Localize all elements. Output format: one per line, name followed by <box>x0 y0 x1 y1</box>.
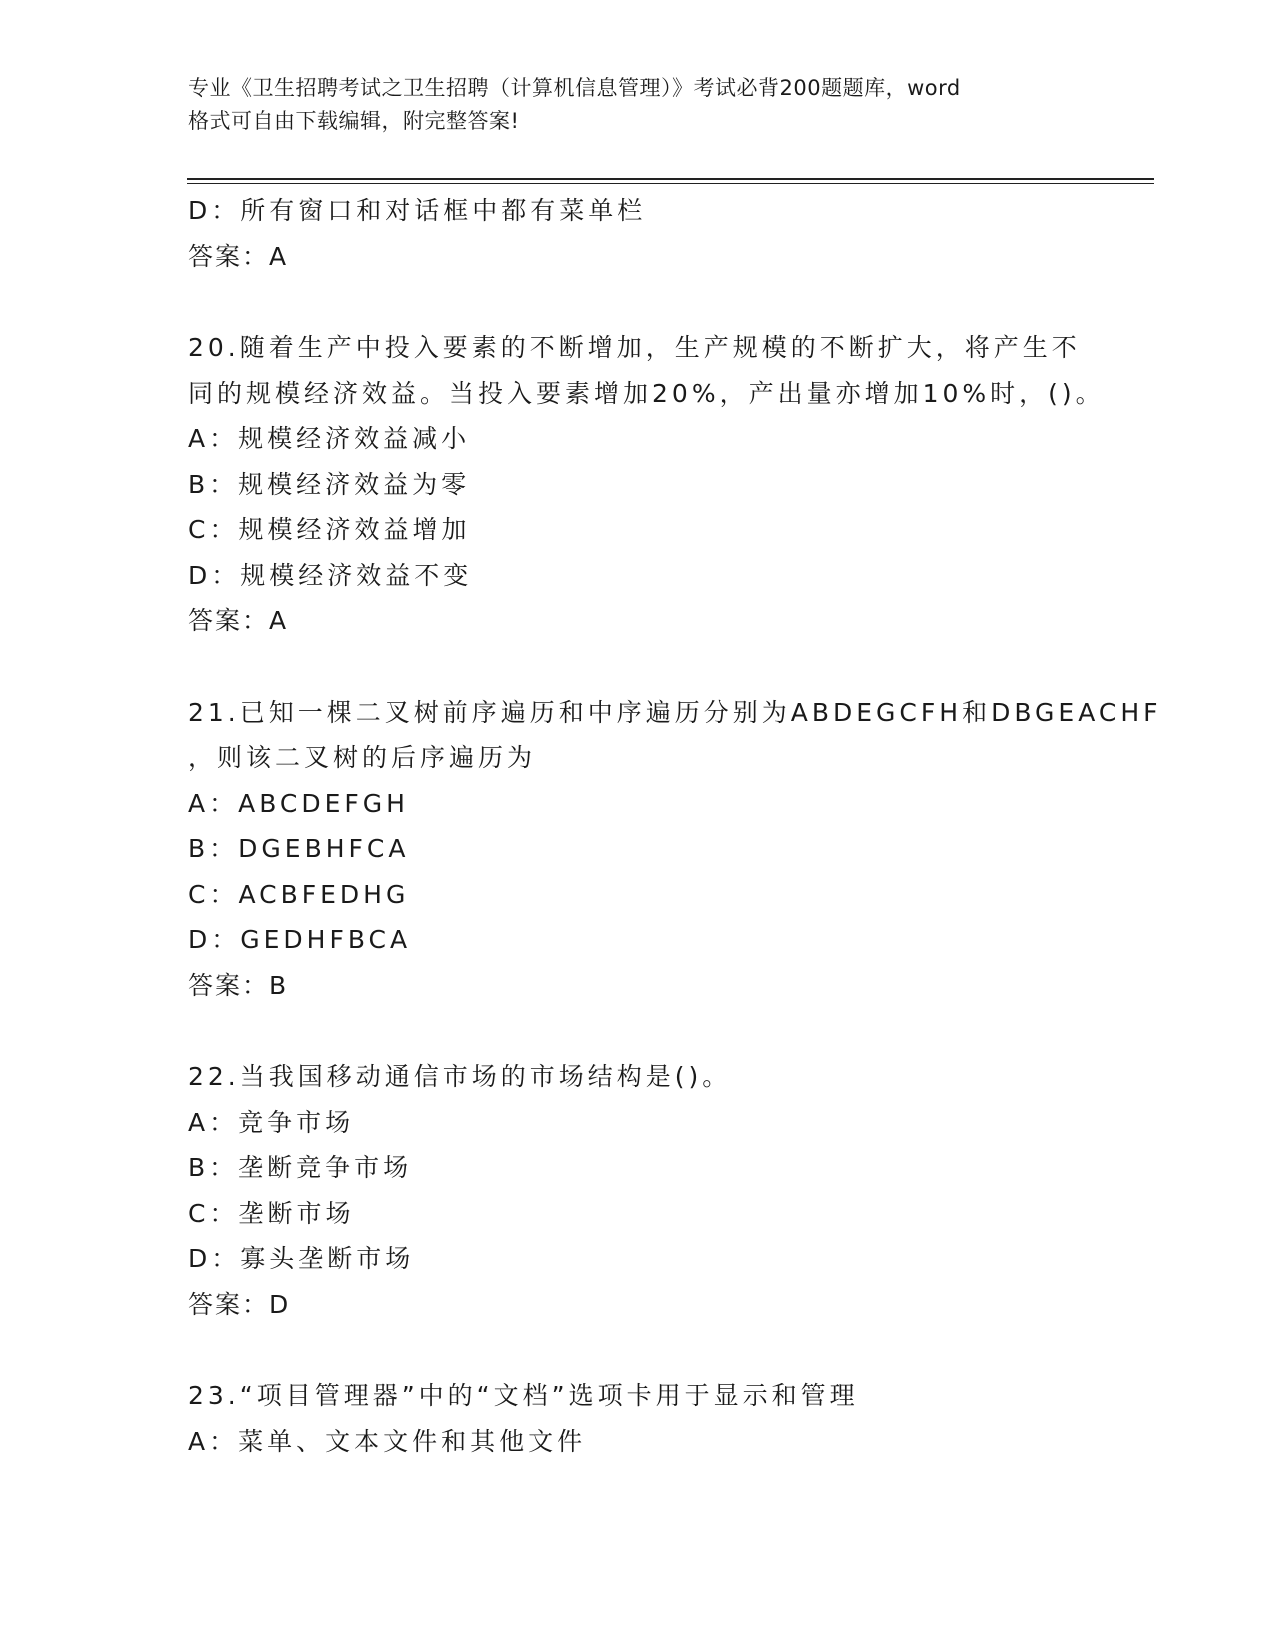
option-b: B：DGEBHFCA <box>188 834 410 863</box>
option-b: B：垄断竞争市场 <box>188 1153 413 1182</box>
answer: 答案：A <box>188 606 289 635</box>
header-line-2: 格式可自由下载编辑，附完整答案! <box>188 109 520 133</box>
option-d: D：所有窗口和对话框中都有菜单栏 <box>188 196 647 225</box>
option-a: A：规模经济效益减小 <box>188 424 471 453</box>
question-list <box>188 188 1162 1464</box>
option-c: C：规模经济效益增加 <box>188 515 471 544</box>
option-d: D：寡头垄断市场 <box>188 1244 415 1273</box>
question-19 <box>188 188 1088 279</box>
answer: 答案：B <box>188 970 289 1000</box>
question-stem-line-2: 同的规模经济效益。当投入要素增加20%，产出量亦增加10%时，()。 <box>188 378 1105 408</box>
document-header <box>188 72 1088 138</box>
header-rule-thick <box>187 178 1154 180</box>
option-a: A：菜单、文本文件和其他文件 <box>188 1426 587 1456</box>
header-rule-thin <box>187 183 1154 184</box>
option-d: D：GEDHFBCA <box>188 925 412 954</box>
question-stem-line-1: 23.“项目管理器”中的“文档”选项卡用于显示和管理 <box>188 1381 859 1410</box>
option-a: A：竞争市场 <box>188 1107 355 1137</box>
header-line-1: 专业《卫生招聘考试之卫生招聘（计算机信息管理）》考试必背200题题库，word <box>188 76 961 100</box>
option-a: A：ABCDEFGH <box>188 788 409 818</box>
question-stem-line-1: 21.已知一棵二叉树前序遍历和中序遍历分别为ABDEGCFH和DBGEACHF <box>188 697 1162 727</box>
answer: 答案：D <box>188 1289 291 1319</box>
question-stem-line-2: ，则该二叉树的后序遍历为 <box>188 743 537 772</box>
question-20 <box>188 325 1105 644</box>
option-c: C：ACBFEDHG <box>188 879 410 909</box>
question-21 <box>188 690 1162 1009</box>
option-d: D：规模经济效益不变 <box>188 560 473 590</box>
question-stem-line-1: 22.当我国移动通信市场的市场结构是()。 <box>188 1062 732 1091</box>
question-23 <box>188 1373 1088 1464</box>
question-22 <box>188 1054 1088 1327</box>
question-stem-line-1: 20.随着生产中投入要素的不断增加，生产规模的不断扩大，将产生不 <box>188 333 1081 362</box>
option-b: B：规模经济效益为零 <box>188 469 471 499</box>
answer: 答案：A <box>188 241 289 271</box>
option-c: C：垄断市场 <box>188 1198 355 1228</box>
